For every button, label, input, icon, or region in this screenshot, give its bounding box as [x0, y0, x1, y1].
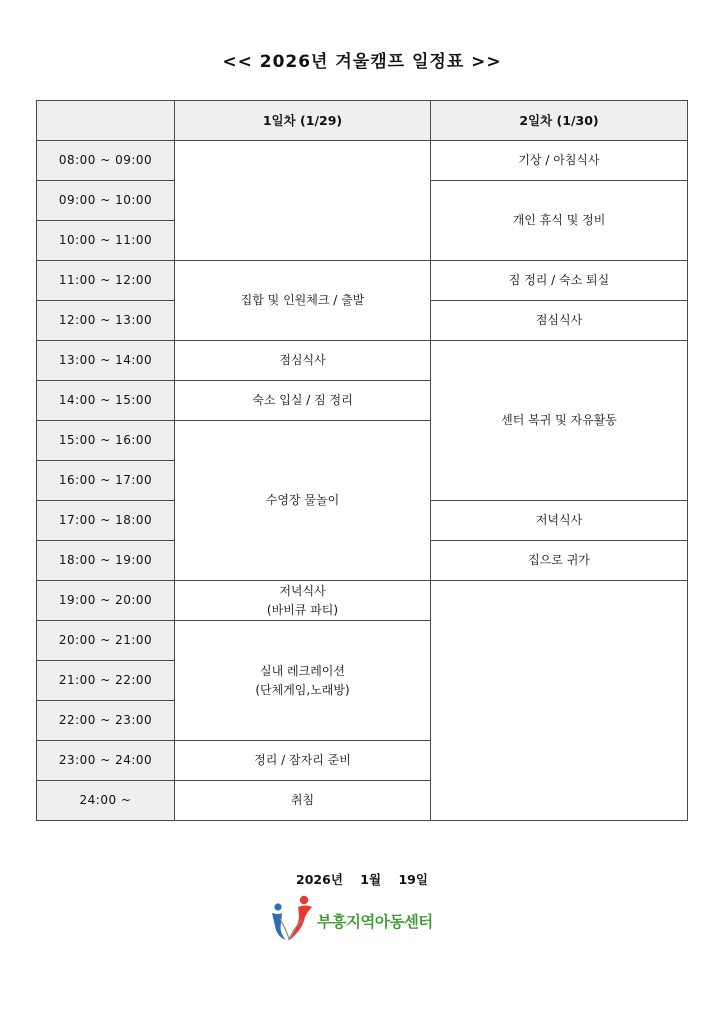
day2-activity-lunch: 점심식사 — [431, 301, 688, 341]
dinner-label: 저녁식사 — [279, 583, 326, 598]
time-cell: 16:00 ~ 17:00 — [37, 461, 175, 501]
day2-activity-return: 센터 복귀 및 자유활동 — [431, 341, 688, 501]
day1-activity-lunch: 점심식사 — [175, 341, 431, 381]
day1-activity-pool: 수영장 물놀이 — [175, 421, 431, 581]
time-cell: 13:00 ~ 14:00 — [37, 341, 175, 381]
time-cell: 18:00 ~ 19:00 — [37, 541, 175, 581]
day2-activity-checkout: 짐 정리 / 숙소 퇴실 — [431, 261, 688, 301]
time-cell: 17:00 ~ 18:00 — [37, 501, 175, 541]
day2-activity-dinner: 저녁식사 — [431, 501, 688, 541]
recreation-label: 실내 레크레이션 — [260, 663, 345, 678]
day2-empty-cell — [431, 581, 688, 821]
day1-activity-gathering: 집합 및 인원체크 / 출발 — [175, 261, 431, 341]
time-cell: 22:00 ~ 23:00 — [37, 701, 175, 741]
header-blank-cell — [37, 101, 175, 141]
page-title: << 2026년 겨울캠프 일정표 >> — [222, 52, 502, 72]
time-cell: 11:00 ~ 12:00 — [37, 261, 175, 301]
schedule-table — [36, 100, 688, 821]
header-day1: 1일차 (1/29) — [175, 101, 431, 141]
day1-activity-checkin: 숙소 입실 / 짐 정리 — [175, 381, 431, 421]
header-day2: 2일차 (1/30) — [431, 101, 688, 141]
logo-figure-right-body — [288, 906, 312, 942]
time-cell: 10:00 ~ 11:00 — [37, 221, 175, 261]
logo-figure-left-head — [274, 903, 281, 910]
table-row — [37, 581, 688, 621]
table-row — [37, 341, 688, 381]
time-cell: 21:00 ~ 22:00 — [37, 661, 175, 701]
time-cell: 19:00 ~ 20:00 — [37, 581, 175, 621]
day2-activity-home: 집으로 귀가 — [431, 541, 688, 581]
time-cell: 09:00 ~ 10:00 — [37, 181, 175, 221]
time-cell: 23:00 ~ 24:00 — [37, 741, 175, 781]
time-cell: 12:00 ~ 13:00 — [37, 301, 175, 341]
children-heart-icon — [268, 893, 316, 945]
time-cell: 15:00 ~ 16:00 — [37, 421, 175, 461]
day1-empty-cell — [175, 141, 431, 261]
time-cell: 08:00 ~ 09:00 — [37, 141, 175, 181]
document-date: 2026년 1월 19일 — [296, 872, 428, 887]
table-row — [37, 261, 688, 301]
time-cell: 24:00 ~ — [37, 781, 175, 821]
table-row — [37, 141, 688, 181]
recreation-note: (단체게임,노래방) — [255, 682, 350, 697]
time-cell: 20:00 ~ 21:00 — [37, 621, 175, 661]
dinner-note: (바비큐 파티) — [266, 602, 339, 617]
day1-activity-dinner — [175, 581, 431, 621]
time-cell: 14:00 ~ 15:00 — [37, 381, 175, 421]
day1-activity-recreation — [175, 621, 431, 741]
center-logo — [268, 893, 468, 945]
day2-activity-rest: 개인 휴식 및 정비 — [431, 181, 688, 261]
day1-activity-prepare-bed: 정리 / 잠자리 준비 — [175, 741, 431, 781]
day2-activity-wakeup: 기상 / 아침식사 — [431, 141, 688, 181]
day1-activity-sleep: 취침 — [175, 781, 431, 821]
table-header-row — [37, 101, 688, 141]
logo-text: 부흥지역아동센터 — [317, 913, 433, 931]
logo-figure-right-head — [300, 896, 308, 904]
